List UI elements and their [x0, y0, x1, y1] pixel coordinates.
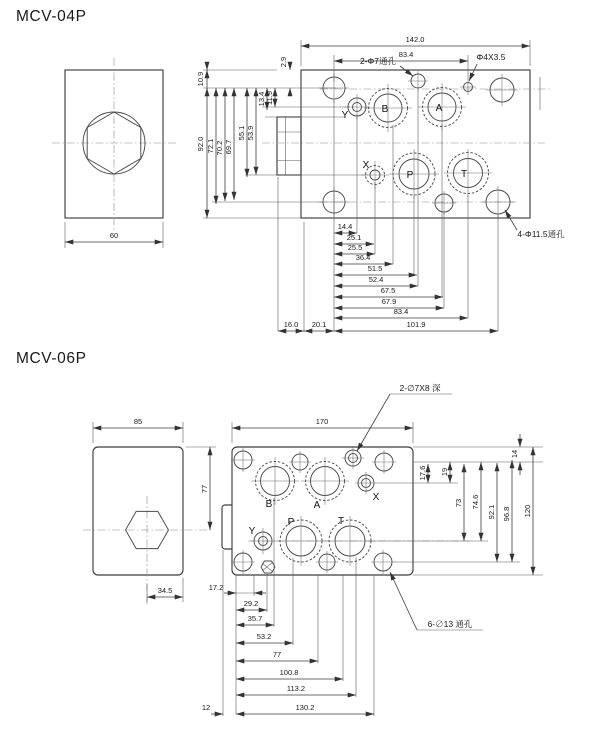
note-mount-holes: 6-∅13 通孔	[427, 619, 473, 629]
dim-label: 2.9	[279, 56, 288, 68]
dim-label: 53.2	[256, 632, 272, 641]
mcv04p-mount-holes	[319, 71, 518, 218]
dim-label: 83.4	[393, 307, 409, 316]
dim-label: 70.2	[215, 140, 224, 156]
dim-label: 74.6	[471, 494, 480, 510]
port-label-t: T	[460, 169, 468, 180]
port-label-y: Y	[248, 526, 256, 537]
port-label-a: A	[435, 103, 443, 114]
dim-label: 51.5	[367, 264, 383, 273]
mcv06p-drawing	[0, 346, 600, 736]
dim-label: 55.1	[237, 125, 246, 141]
port-label-p: P	[406, 170, 414, 181]
note-pin-hole: Φ4X3.5	[476, 52, 506, 62]
dim-label: 113.2	[286, 684, 306, 693]
dim-label: 67.9	[381, 297, 397, 306]
dim-label: 19	[440, 467, 449, 477]
dim-label: 20.1	[311, 320, 327, 329]
mcv04p-top-dimensions	[301, 35, 565, 239]
dim-label-hex-width: 34.5	[157, 586, 173, 595]
mcv04p-ports	[342, 83, 492, 199]
dim-label: 96.8	[502, 506, 511, 522]
note-mount-holes: 4-Φ11.5通孔	[517, 229, 565, 239]
dim-label-side-height: 77	[200, 484, 209, 494]
dim-label-side-width: 85	[133, 417, 143, 426]
dim-label: 25.5	[347, 243, 363, 252]
dim-label: 92.1	[487, 504, 496, 520]
dim-label: 14	[510, 449, 519, 459]
dim-label: 67.5	[380, 286, 396, 295]
dim-label-overall: 142.0	[405, 35, 425, 44]
note-socket-holes: 2-∅7X8 深	[399, 383, 441, 393]
port-label-y: Y	[341, 110, 349, 121]
dim-label: 100.8	[279, 668, 299, 677]
port-label-b: B	[265, 499, 273, 510]
dim-label: 16.0	[283, 320, 299, 329]
dim-label: 69.7	[224, 139, 233, 155]
dim-label: 53.9	[246, 125, 255, 141]
dim-label: 36.4	[355, 253, 371, 262]
dim-label: 120	[523, 504, 532, 518]
dim-label: 12	[201, 703, 211, 712]
port-label-t: T	[337, 516, 345, 527]
port-label-x: X	[362, 160, 370, 171]
dim-label: 92.0	[196, 136, 205, 152]
drawing-title-mcv04p: MCV-04P	[16, 8, 87, 25]
dim-label: 11.9	[265, 90, 274, 106]
dim-label: 10.9	[196, 71, 205, 87]
mcv06p-right-dimensions	[418, 434, 533, 575]
dim-label: 13.4	[257, 91, 266, 107]
mcv04p-left-dimensions	[196, 57, 290, 218]
dim-label-overall: 170	[315, 417, 329, 426]
mcv06p-ports	[249, 457, 380, 566]
dim-label: 29.2	[243, 599, 259, 608]
drawing-title-mcv06p: MCV-06P	[16, 350, 87, 367]
mcv04p-side-view	[52, 58, 176, 248]
dim-label-side-width: 60	[109, 231, 119, 240]
dim-label: 77	[272, 650, 282, 659]
dim-label: 130.2	[295, 703, 315, 712]
dim-label: 14.4	[337, 222, 353, 231]
dim-label: 25.1	[346, 233, 362, 242]
port-label-b: B	[381, 104, 389, 115]
port-label-a: A	[313, 500, 321, 511]
dim-label: 17.2	[208, 583, 224, 592]
mcv04p-drawing	[0, 0, 600, 346]
port-label-x: X	[372, 492, 380, 503]
dim-label: 72.1	[206, 138, 215, 154]
port-label-p: P	[287, 517, 295, 528]
dim-label: 35.7	[247, 614, 263, 623]
dim-label: 52.4	[368, 275, 384, 284]
dim-label-hole-span: 83.4	[398, 50, 414, 59]
mcv06p-bottom-dimensions	[202, 498, 374, 716]
dim-label: 17.6	[418, 465, 427, 481]
dim-label: 73	[454, 498, 463, 508]
mcv06p-side-view	[83, 417, 216, 604]
dim-label: 101.9	[406, 320, 426, 329]
mcv04p-top-view	[203, 70, 552, 218]
note-top-holes: 2-Φ7通孔	[359, 56, 397, 66]
